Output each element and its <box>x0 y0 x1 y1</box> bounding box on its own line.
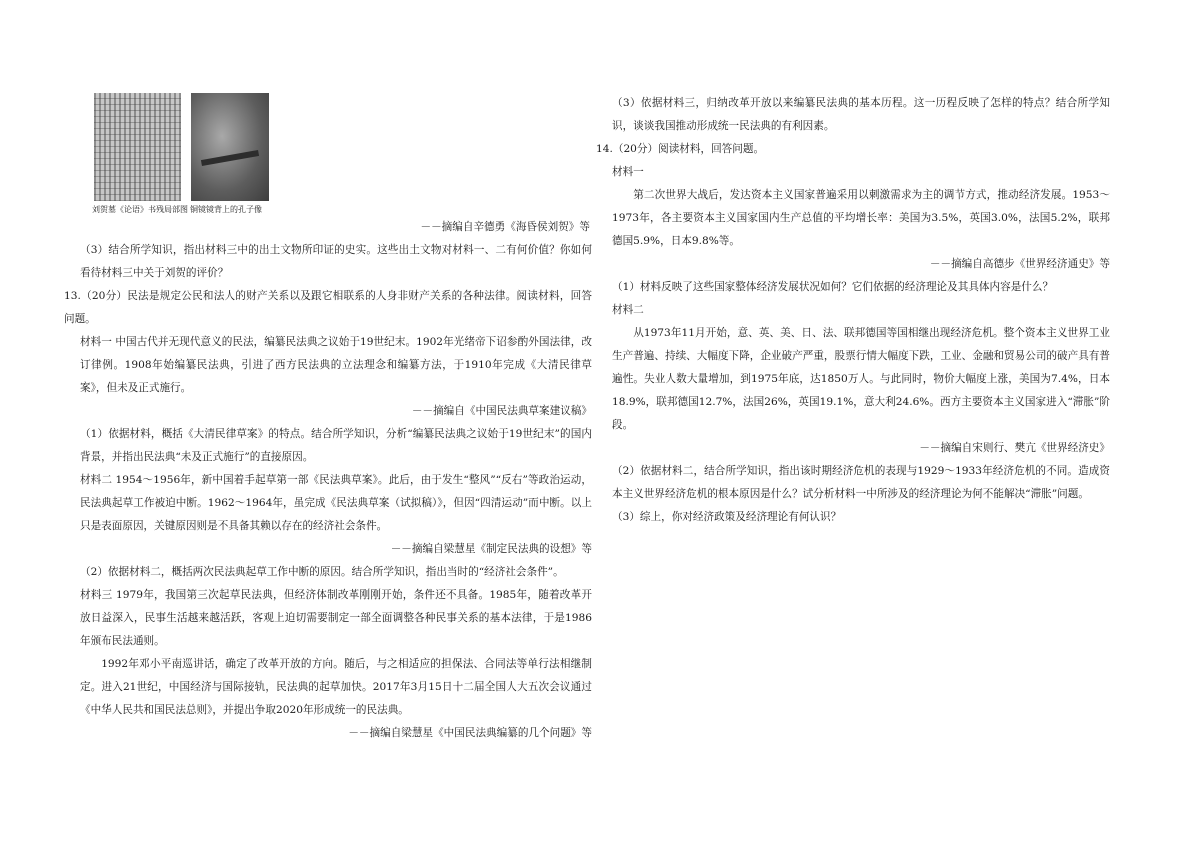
question-13-3: （3）依据材料三，归纳改革开放以来编纂民法典的基本历程。这一历程反映了怎样的特点？结合所学知识，谈谈我国推动形成统一民法典的有利因素。 <box>612 97 1110 132</box>
material-3-text: 材料三 1979年，我国第三次起草民法典，但经济体制改革刚刚开始，条件还不具备。1985年，随着改革开放日益深入，民事生活越来越活跃，客观上迫切需要制定一部全面调整各种民事关系的基本法律，于是1986年颁布民法通则。 <box>80 589 592 647</box>
source-line: －－摘编自梁慧星《制定民法典的设想》等 <box>390 543 592 555</box>
material-2-text: 从1973年11月开始，意、英、美、日、法、联邦德国等国相继出现经济危机。整个资本主义世界工业生产普遍、持续、大幅度下降，企业破产严重，股票行情大幅度下跌，工业、金融和贸易公司的破产具有普遍性。失业人数大量增加，到1975年底，达1850万人。与此同时，物价大幅度上涨，美国为7.4%，日本18.9%，联邦德国12.7%，法国26%，英国19.1%，意大利24.6%。西方主要资本主义国家进入“滞胀”阶段。 <box>612 327 1110 431</box>
source-line: －－摘编自《中国民法典草案建议稿》 <box>411 405 592 417</box>
question-14-2: （2）依据材料二，结合所学知识，指出该时期经济危机的表现与1929～1933年经济危机的不同。造成资本主义世界经济危机的根本原因是什么？试分析材料一中所涉及的经济理论为何不能解决“滞胀”问题。 <box>612 465 1110 500</box>
material-1-label: 材料一 <box>612 166 644 178</box>
question-14-1: （1）材料反映了这些国家整体经济发展状况如何？它们依据的经济理论及其具体内容是什么？ <box>612 281 1054 293</box>
material-3-text-continued: 1992年邓小平南巡讲话，确定了改革开放的方向。随后，与之相适应的担保法、合同法等单行法相继制定。进入21世纪，中国经济与国际接轨，民法典的起草加快。2017年3月15日十二届全国人大五次会议通过《中华人民共和国民法总则》，并提出争取2020年形成统一的民法典。 <box>80 658 592 716</box>
photo-caption-1: 刘贺墓《论语》书残局部图 <box>92 205 188 214</box>
question-12-3: （3）结合所学知识，指出材料三中的出土文物所印证的史实。这些出土文物对材料一、二有何价值？你如何看待材料三中关于刘贺的评价？ <box>80 244 592 279</box>
question-13-1: （1）依据材料，概括《大清民律草案》的特点。结合所学知识，分析“编纂民法典之议始于19世纪末”的国内背景，并指出民法典“未及正式施行”的直接原因。 <box>80 428 592 463</box>
photo-caption-2: 铜镜镜背上的孔子像 <box>190 205 262 214</box>
question-14-heading: 14.（20分）阅读材料，回答问题。 <box>596 143 765 155</box>
material-1-text: 材料一 中国古代并无现代意义的民法，编纂民法典之议始于19世纪末。1902年光绪帝下诏参酌外国法律，改订律例。1908年始编纂民法典，引进了西方民法典的立法理念和编纂方法，于1910年完成《大清民律草案》，但未及正式施行。 <box>80 336 592 394</box>
material-1-text: 第二次世界大战后，发达资本主义国家普遍采用以刺激需求为主的调节方式，推动经济发展。1953～1973年，各主要资本主义国家国内生产总值的平均增长率：美国为3.5%，英国3.0%，法国5.2%，联邦德国5.9%，日本9.8%等。 <box>612 189 1110 247</box>
source-line: －－摘编自宋则行、樊亢《世界经济史》 <box>919 442 1110 454</box>
material-2-text: 材料二 1954～1956年，新中国着手起草第一部《民法典草案》。此后，由于发生“整风”“反右”等政治运动，民法典起草工作被迫中断。1962～1964年，虽完成《民法典草案（试拟稿）》，但因“四清运动”而中断。以上只是表面原因，关键原因则是不具备其赖以存在的经济社会条件。 <box>80 474 592 532</box>
bamboo-slip-photo <box>94 93 181 201</box>
bronze-mirror-photo <box>191 93 269 201</box>
question-13-heading: 13.（20分）民法是规定公民和法人的财产关系以及跟它相联系的人身非财产关系的各种法律。阅读材料，回答问题。 <box>64 290 592 325</box>
source-line: －－摘编自梁慧星《中国民法典编纂的几个问题》等 <box>348 727 592 739</box>
material-2-label: 材料二 <box>612 304 644 316</box>
figure-photos <box>94 93 274 219</box>
source-line: －－摘编自高德步《世界经济通史》等 <box>929 258 1110 270</box>
question-14-3: （3）综上，你对经济政策及经济理论有何认识？ <box>612 511 842 523</box>
source-line: －－摘编自辛德勇《海昏侯刘贺》等 <box>420 221 590 233</box>
question-13-2: （2）依据材料二，概括两次民法典起草工作中断的原因。结合所学知识，指出当时的“经济社会条件”。 <box>80 566 564 578</box>
